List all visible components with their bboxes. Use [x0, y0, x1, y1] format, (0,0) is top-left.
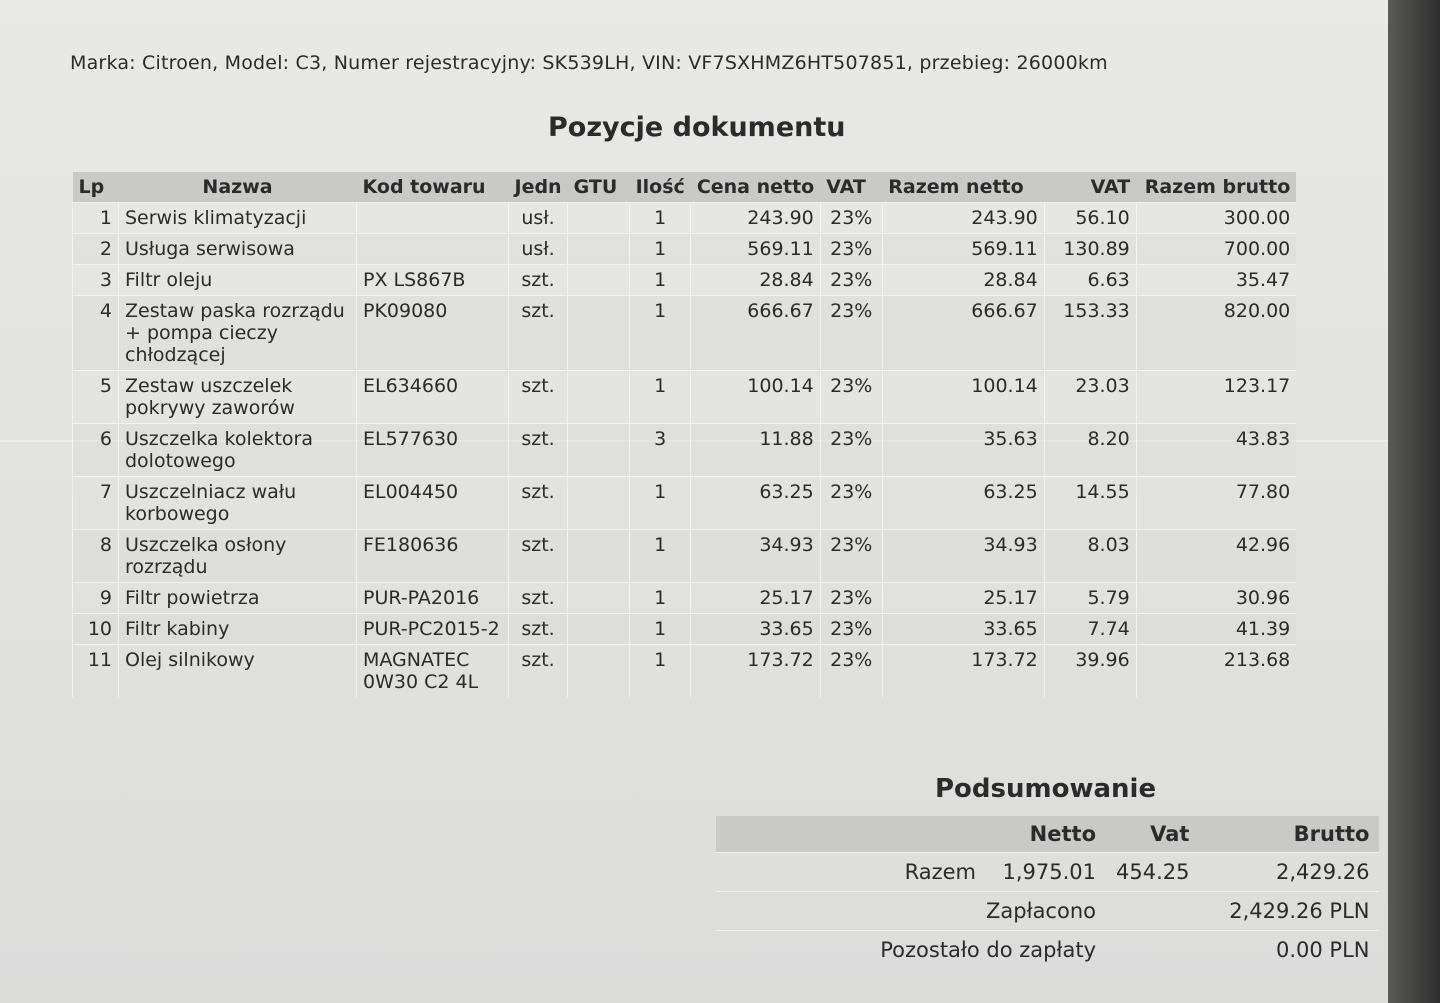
col-gross: Razem brutto: [1136, 172, 1296, 203]
row-net: 33.65: [882, 614, 1044, 645]
table-row: [73, 530, 1297, 583]
row-vat-rate: 23%: [820, 371, 882, 424]
row-name: Uszczelniacz wału korbowego: [119, 477, 357, 530]
row-net: 666.67: [882, 296, 1044, 371]
row-net: 100.14: [882, 371, 1044, 424]
row-gross: 30.96: [1136, 583, 1296, 614]
row-unit: szt.: [509, 583, 568, 614]
row-qty: 1: [630, 265, 691, 296]
row-gross: 700.00: [1136, 234, 1296, 265]
summary-total-net: 1,975.01: [986, 853, 1106, 892]
row-lp: 11: [73, 645, 119, 698]
summary-total-label: Razem: [716, 853, 986, 892]
row-price: 666.67: [691, 296, 820, 371]
col-unit: Jedn: [509, 172, 568, 203]
summary-header-row: [716, 816, 1379, 853]
row-code: EL577630: [357, 424, 509, 477]
row-price: 11.88: [691, 424, 820, 477]
row-vat: 23.03: [1044, 371, 1136, 424]
row-price: 243.90: [691, 203, 820, 234]
row-name: Filtr powietrza: [119, 583, 357, 614]
row-net: 63.25: [882, 477, 1044, 530]
table-row: [73, 614, 1297, 645]
row-vat: 7.74: [1044, 614, 1136, 645]
row-qty: 1: [630, 296, 691, 371]
row-vat-rate: 23%: [820, 234, 882, 265]
row-code: PX LS867B: [357, 265, 509, 296]
row-price: 34.93: [691, 530, 820, 583]
row-name: Olej silnikowy: [119, 645, 357, 698]
row-lp: 7: [73, 477, 119, 530]
summary-col-net: Netto: [986, 816, 1106, 853]
row-vat: 39.96: [1044, 645, 1136, 698]
summary-title: Podsumowanie: [935, 774, 1157, 804]
row-net: 34.93: [882, 530, 1044, 583]
row-vat-rate: 23%: [820, 296, 882, 371]
row-qty: 1: [630, 477, 691, 530]
row-name: Serwis klimatyzacji: [119, 203, 357, 234]
row-code: PK09080: [357, 296, 509, 371]
col-net: Razem netto: [882, 172, 1044, 203]
row-unit: szt.: [509, 645, 568, 698]
summary-paid-label: Zapłacono: [716, 892, 1106, 931]
row-vat: 14.55: [1044, 477, 1136, 530]
row-gtu: [568, 371, 630, 424]
row-name: Filtr oleju: [119, 265, 357, 296]
row-unit: szt.: [509, 614, 568, 645]
table-row: [73, 234, 1297, 265]
row-lp: 10: [73, 614, 119, 645]
row-lp: 2: [73, 234, 119, 265]
summary-paid-value: 2,429.26 PLN: [1106, 892, 1379, 931]
row-lp: 4: [73, 296, 119, 371]
row-gross: 42.96: [1136, 530, 1296, 583]
summary-paid-row: [716, 892, 1379, 931]
row-code: [357, 203, 509, 234]
row-vat: 6.63: [1044, 265, 1136, 296]
row-vat: 8.20: [1044, 424, 1136, 477]
row-gross: 35.47: [1136, 265, 1296, 296]
row-qty: 1: [630, 583, 691, 614]
row-name: Filtr kabiny: [119, 614, 357, 645]
row-vat: 5.79: [1044, 583, 1136, 614]
row-code: EL634660: [357, 371, 509, 424]
row-qty: 1: [630, 371, 691, 424]
row-price: 173.72: [691, 645, 820, 698]
table-row: [73, 371, 1297, 424]
row-gross: 77.80: [1136, 477, 1296, 530]
summary-remaining-row: [716, 931, 1379, 970]
row-qty: 1: [630, 645, 691, 698]
row-gtu: [568, 583, 630, 614]
row-qty: 3: [630, 424, 691, 477]
row-price: 100.14: [691, 371, 820, 424]
row-name: Uszczelka kolektora dolotowego: [119, 424, 357, 477]
table-row: [73, 645, 1297, 698]
row-qty: 1: [630, 530, 691, 583]
row-gross: 43.83: [1136, 424, 1296, 477]
items-title: Pozycje dokumentu: [548, 112, 846, 143]
row-vat-rate: 23%: [820, 530, 882, 583]
table-row: [73, 477, 1297, 530]
row-gtu: [568, 477, 630, 530]
row-code: PUR-PA2016: [357, 583, 509, 614]
row-gross: 820.00: [1136, 296, 1296, 371]
row-gross: 300.00: [1136, 203, 1296, 234]
summary-col-vat: Vat: [1106, 816, 1199, 853]
table-row: [73, 296, 1297, 371]
summary-total-vat: 454.25: [1106, 853, 1199, 892]
col-gtu: GTU: [568, 172, 630, 203]
row-gtu: [568, 296, 630, 371]
col-name: Nazwa: [119, 172, 357, 203]
row-unit: szt.: [509, 296, 568, 371]
row-gtu: [568, 645, 630, 698]
col-qty: Ilość: [630, 172, 691, 203]
row-gtu: [568, 203, 630, 234]
row-vat-rate: 23%: [820, 424, 882, 477]
row-unit: szt.: [509, 424, 568, 477]
row-code: [357, 234, 509, 265]
row-gtu: [568, 614, 630, 645]
row-net: 173.72: [882, 645, 1044, 698]
row-code: EL004450: [357, 477, 509, 530]
row-gross: 123.17: [1136, 371, 1296, 424]
row-name: Zestaw paska rozrządu + pompa cieczy chłodzącej: [119, 296, 357, 371]
row-gtu: [568, 530, 630, 583]
row-lp: 8: [73, 530, 119, 583]
row-price: 25.17: [691, 583, 820, 614]
row-name: Uszczelka osłony rozrządu: [119, 530, 357, 583]
summary-remaining-value: 0.00 PLN: [1106, 931, 1379, 970]
summary-total-gross: 2,429.26: [1199, 853, 1379, 892]
row-net: 28.84: [882, 265, 1044, 296]
row-vat-rate: 23%: [820, 265, 882, 296]
row-vat-rate: 23%: [820, 203, 882, 234]
row-code: MAGNATEC 0W30 C2 4L: [357, 645, 509, 698]
table-row: [73, 583, 1297, 614]
col-code: Kod towaru: [357, 172, 509, 203]
row-vat-rate: 23%: [820, 614, 882, 645]
col-lp: Lp: [73, 172, 119, 203]
row-unit: szt.: [509, 530, 568, 583]
row-price: 33.65: [691, 614, 820, 645]
row-code: PUR-PC2015-2: [357, 614, 509, 645]
row-unit: szt.: [509, 477, 568, 530]
row-qty: 1: [630, 203, 691, 234]
row-net: 25.17: [882, 583, 1044, 614]
summary-col-label: [716, 816, 986, 853]
row-lp: 6: [73, 424, 119, 477]
row-unit: szt.: [509, 371, 568, 424]
row-unit: szt.: [509, 265, 568, 296]
col-vat: VAT: [1044, 172, 1136, 203]
table-row: [73, 203, 1297, 234]
row-vat: 130.89: [1044, 234, 1136, 265]
row-unit: usł.: [509, 203, 568, 234]
table-row: [73, 424, 1297, 477]
col-price: Cena netto: [691, 172, 820, 203]
row-net: 243.90: [882, 203, 1044, 234]
row-lp: 1: [73, 203, 119, 234]
vehicle-info: Marka: Citroen, Model: C3, Numer rejestracyjny: SK539LH, VIN: VF7SXHMZ6HT507851, przebieg: 26000km: [70, 52, 1108, 74]
row-vat-rate: 23%: [820, 583, 882, 614]
row-name: Usługa serwisowa: [119, 234, 357, 265]
row-price: 28.84: [691, 265, 820, 296]
row-qty: 1: [630, 234, 691, 265]
row-net: 35.63: [882, 424, 1044, 477]
row-price: 569.11: [691, 234, 820, 265]
row-vat: 153.33: [1044, 296, 1136, 371]
items-header-row: [73, 172, 1297, 203]
table-row: [73, 265, 1297, 296]
row-price: 63.25: [691, 477, 820, 530]
row-lp: 9: [73, 583, 119, 614]
row-vat-rate: 23%: [820, 477, 882, 530]
row-gtu: [568, 234, 630, 265]
row-qty: 1: [630, 614, 691, 645]
row-gross: 213.68: [1136, 645, 1296, 698]
row-lp: 3: [73, 265, 119, 296]
row-vat-rate: 23%: [820, 645, 882, 698]
row-gross: 41.39: [1136, 614, 1296, 645]
summary-total-row: [716, 853, 1379, 892]
row-net: 569.11: [882, 234, 1044, 265]
row-lp: 5: [73, 371, 119, 424]
background-edge: [1388, 0, 1440, 1003]
row-unit: usł.: [509, 234, 568, 265]
summary-remaining-label: Pozostało do zapłaty: [716, 931, 1106, 970]
row-name: Zestaw uszczelek pokrywy zaworów: [119, 371, 357, 424]
row-vat: 8.03: [1044, 530, 1136, 583]
col-vat-rate: VAT: [820, 172, 882, 203]
row-gtu: [568, 265, 630, 296]
row-gtu: [568, 424, 630, 477]
row-vat: 56.10: [1044, 203, 1136, 234]
items-table: [72, 172, 1296, 697]
row-code: FE180636: [357, 530, 509, 583]
summary-col-gross: Brutto: [1199, 816, 1379, 853]
summary-table: [716, 816, 1379, 969]
